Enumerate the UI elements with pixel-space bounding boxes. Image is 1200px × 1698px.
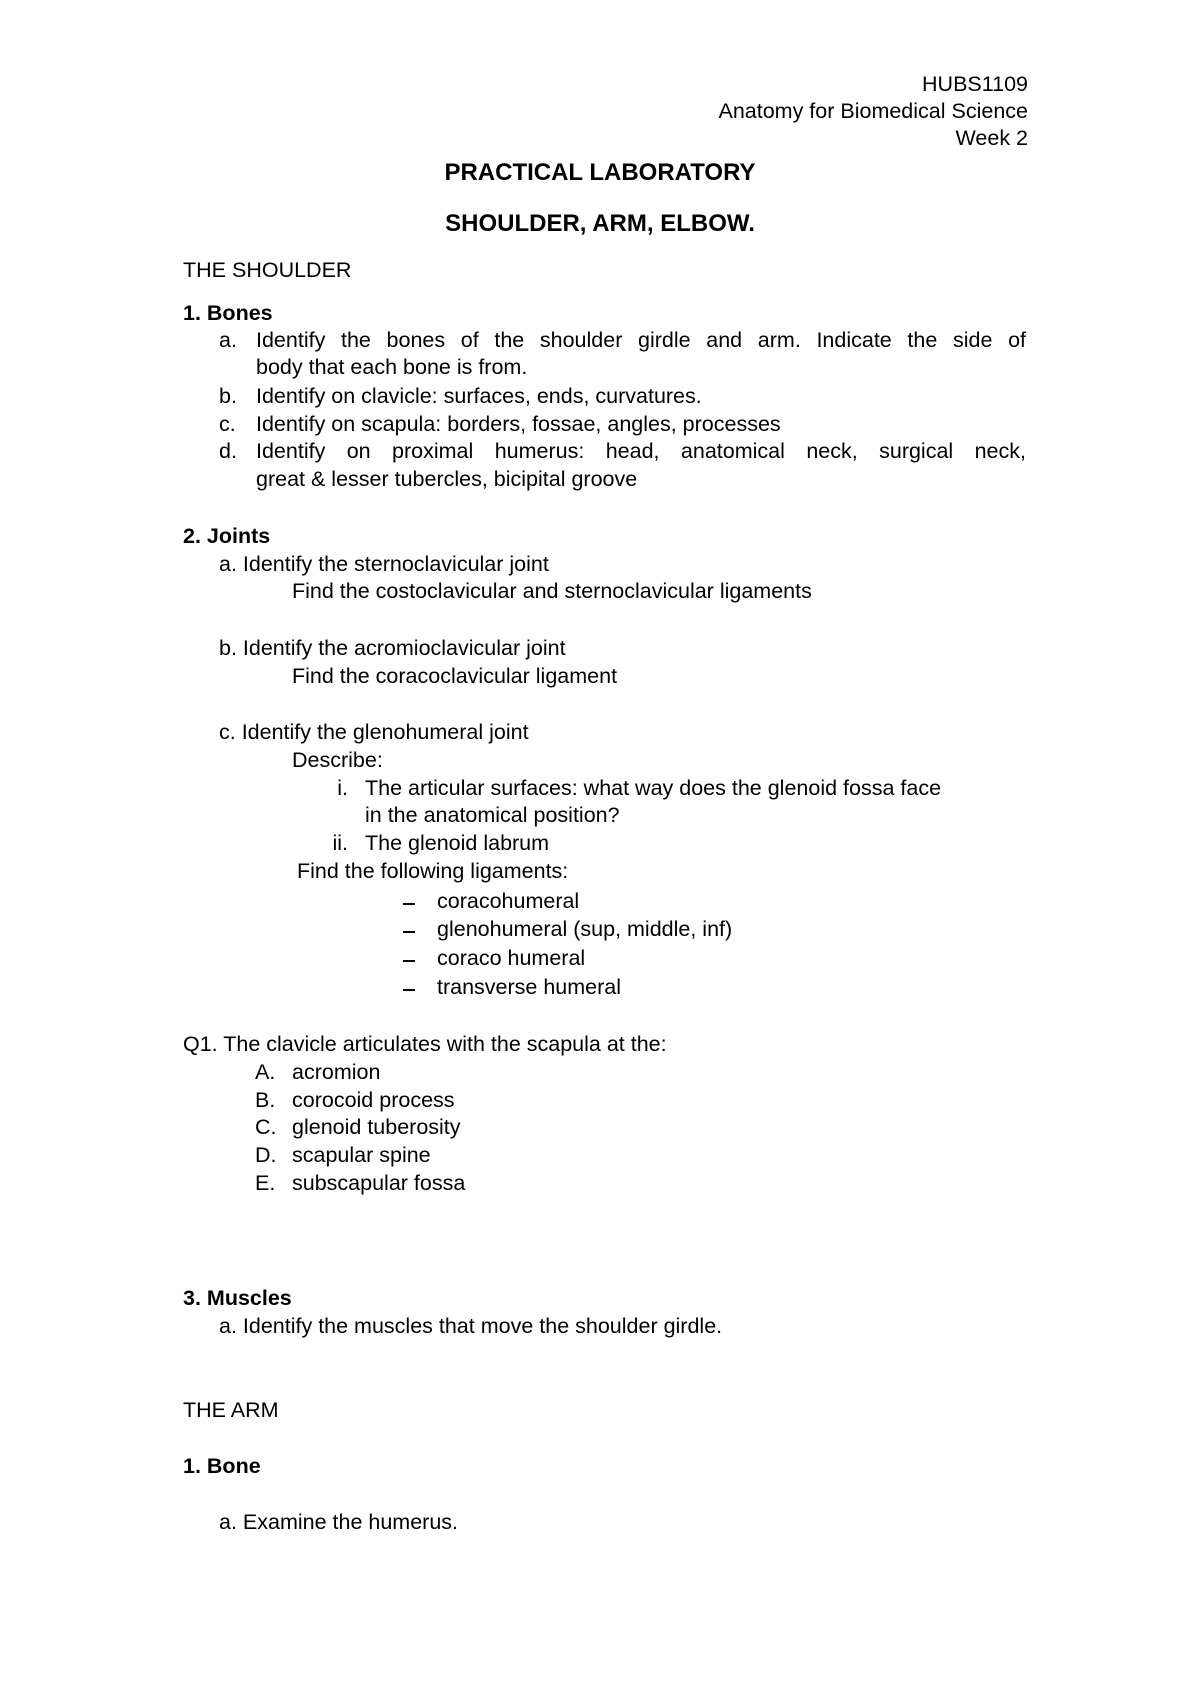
option-letter: B. xyxy=(255,1088,276,1112)
joint-a-detail: Find the costoclavicular and sternoclavicular ligaments xyxy=(292,579,812,603)
option-text: glenoid tuberosity xyxy=(292,1115,461,1139)
joint-c-find: Find the following ligaments: xyxy=(297,859,569,883)
joint-c-describe: Describe: xyxy=(292,748,383,772)
joint-a-title: a. Identify the sternoclavicular joint xyxy=(219,552,549,576)
option-letter: C. xyxy=(255,1115,277,1139)
bones-heading: 1. Bones xyxy=(183,301,273,325)
muscles-heading: 3. Muscles xyxy=(183,1286,292,1310)
list-marker: c. xyxy=(219,412,236,436)
list-item-text: Identify on clavicle: surfaces, ends, curvatures. xyxy=(256,384,702,408)
list-marker: d. xyxy=(219,439,237,463)
list-item-text: in the anatomical position? xyxy=(365,803,620,827)
joints-heading: 2. Joints xyxy=(183,524,271,548)
option-text: acromion xyxy=(292,1060,381,1084)
list-marker: i. xyxy=(337,776,348,800)
joint-b-detail: Find the coracoclavicular ligament xyxy=(292,664,618,688)
option-letter: A. xyxy=(255,1060,276,1084)
dash-bullet xyxy=(403,960,415,962)
document-subtitle: SHOULDER, ARM, ELBOW. xyxy=(445,210,755,237)
dash-bullet xyxy=(403,903,415,905)
section-heading-shoulder: THE SHOULDER xyxy=(183,258,352,282)
option-text: scapular spine xyxy=(292,1143,431,1167)
bone-item: a. Examine the humerus. xyxy=(219,1510,459,1534)
ligament-name: coraco humeral xyxy=(437,946,586,970)
option-letter: D. xyxy=(255,1143,277,1167)
ligament-name: coracohumeral xyxy=(437,889,580,913)
option-text: corocoid process xyxy=(292,1088,455,1112)
list-item-text: body that each bone is from. xyxy=(256,355,528,379)
option-letter: E. xyxy=(255,1171,276,1195)
joint-b-title: b. Identify the acromioclavicular joint xyxy=(219,636,566,660)
muscles-item: a. Identify the muscles that move the shoulder girdle. xyxy=(219,1314,723,1338)
option-text: subscapular fossa xyxy=(292,1171,466,1195)
list-item-text: Identify on proximal humerus: head, anatomical neck, surgical neck, xyxy=(256,439,1026,463)
document-title: PRACTICAL LABORATORY xyxy=(444,159,756,186)
course-code: HUBS1109 xyxy=(922,72,1028,96)
course-name: Anatomy for Biomedical Science xyxy=(718,99,1028,123)
list-item-text: The articular surfaces: what way does the glenoid fossa face xyxy=(365,776,942,800)
list-marker: ii. xyxy=(332,831,348,855)
dash-bullet xyxy=(403,931,415,933)
joint-c-title: c. Identify the glenohumeral joint xyxy=(219,720,529,744)
list-item-text: Identify the bones of the shoulder girdle and arm. Indicate the side of xyxy=(256,328,1026,352)
list-item-text: Identify on scapula: borders, fossae, angles, processes xyxy=(256,412,781,436)
list-marker: b. xyxy=(219,384,237,408)
week-label: Week 2 xyxy=(955,126,1028,150)
list-item-text: The glenoid labrum xyxy=(365,831,550,855)
list-item-text: great & lesser tubercles, bicipital groove xyxy=(256,467,638,491)
bone-heading: 1. Bone xyxy=(183,1454,261,1478)
ligament-name: transverse humeral xyxy=(437,975,622,999)
list-marker: a. xyxy=(219,328,237,352)
question-stem: Q1. The clavicle articulates with the scapula at the: xyxy=(183,1032,667,1056)
dash-bullet xyxy=(403,989,415,991)
ligament-name: glenohumeral (sup, middle, inf) xyxy=(437,917,733,941)
section-heading-arm: THE ARM xyxy=(183,1398,279,1422)
